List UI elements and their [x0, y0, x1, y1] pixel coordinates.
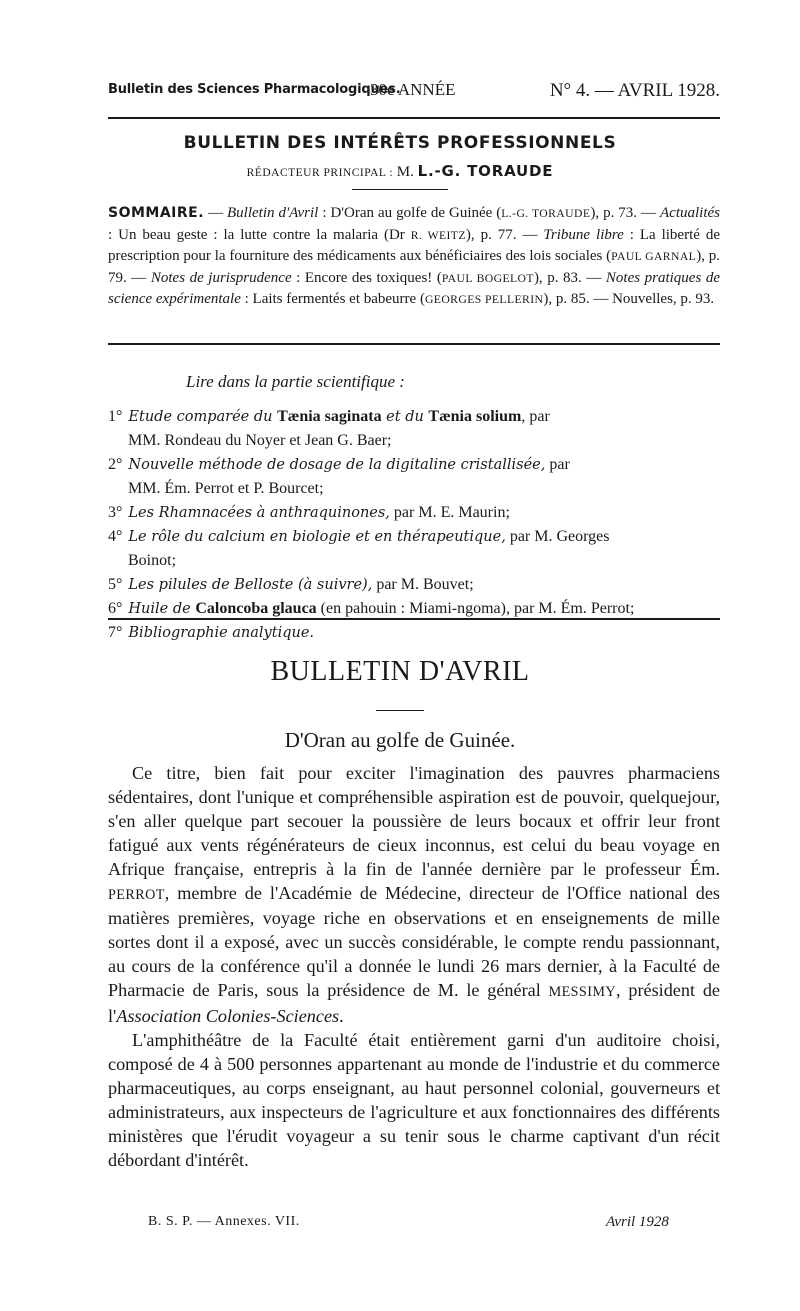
item-number: 6° [108, 600, 123, 617]
item-author: par M. Georges [505, 528, 610, 545]
summary-rubric: Actualités [660, 205, 721, 221]
summary-author: GEORGES PELLERIN [424, 293, 544, 306]
journal-name: Bulletin des Sciences Pharmacologiques. [108, 82, 401, 97]
section-divider [108, 343, 720, 345]
item-species: Caloncoba glauca [195, 600, 317, 617]
summary-text: ), p. 77. — [465, 226, 544, 243]
article-title: D'Oran au golfe de Guinée. [284, 728, 516, 752]
summary-author: L.-G. TORAUDE [501, 207, 591, 220]
editor-name: L.-G. TORAUDE [417, 162, 554, 180]
running-header [108, 80, 720, 106]
summary [108, 203, 720, 311]
summary-text: : Encore des toxiques! ( [291, 269, 442, 286]
item-number: 5° [108, 576, 123, 593]
item-title: Les Rhamnacées à anthraquinones, [128, 505, 390, 521]
summary-text: ), p. 79. — [108, 248, 721, 286]
item-number: 3° [108, 504, 123, 521]
summary-text: : D'Oran au golfe de Guinée ( [318, 205, 502, 221]
item-title: et du [381, 409, 429, 425]
section-divider [108, 618, 720, 620]
item-author-line: MM. Ém. Perrot et P. Bourcet; [128, 480, 324, 497]
item-author-line: MM. Rondeau du Noyer et Jean G. Baer; [128, 432, 392, 449]
summary-rubric: Notes de jurisprudence [150, 269, 292, 286]
article-body [108, 762, 720, 1172]
issue-label: N° 4. — AVRIL 1928. [549, 80, 720, 101]
list-item [108, 405, 720, 453]
paragraph-text: . [339, 1006, 344, 1027]
paragraph-text: , membre de l'Académie de Médecine, directeur de l'Office national des matières premières, voyage riche en observations et en enseignements de mille sortes dont il a exposé, avec un succès considérable, le compte rendu passionnant, au cours de la conférence qu'il a donnée le lundi 26 mars dernier, à la Faculté de Pharmacie de Paris, sous la présidence de M. le général [108, 882, 720, 1001]
list-item [108, 501, 720, 525]
summary-text: : La liberté de prescription pour la fourniture des médicaments aux bénéficiaires des lois sociales ( [108, 226, 721, 264]
editor-line [0, 162, 800, 181]
editor-label: RÉDACTEUR PRINCIPAL : [246, 167, 394, 179]
item-species: Tænia saginata [277, 408, 382, 425]
list-item [108, 525, 720, 573]
item-number: 7° [108, 624, 123, 641]
paragraph-text: , président de l' [108, 980, 720, 1027]
item-author: (en pahouin : Miami-ngoma), par M. Ém. Perrot; [316, 600, 635, 617]
person-name: PERROT [108, 886, 165, 903]
item-author-line: Boinot; [128, 552, 177, 569]
summary-text: ), p. 83. — [533, 269, 606, 286]
summary-author: PAUL BOGELOT [441, 271, 534, 285]
summary-rubric: Bulletin d'Avril [227, 205, 319, 221]
summary-lead: SOMMAIRE. [108, 205, 205, 221]
title-short-rule [376, 710, 424, 711]
footer-signature: B. S. P. — Annexes. VII. [148, 1214, 300, 1229]
item-title: Nouvelle méthode de dosage de la digitaline cristallisée, [128, 457, 546, 473]
paragraph: L'amphithéâtre de la Faculté était entièrement garni d'un auditoire choisi, composé de 4 à 500 personnes appartenant au monde de l'industrie et du commerce pharmaceutiques, au corps enseignant, au haut personnel colonial, gouverneurs et administrateurs, aux inspecteurs de l'agriculture et aux fonctionnaires des différents ministères que l'érudit voyageur a su tenir sous le charme captivant d'un récit débordant d'intérêt. [108, 1029, 720, 1170]
item-title: Bibliographie analytique. [128, 625, 315, 641]
header-rule [108, 117, 720, 119]
person-name: MESSIMY [548, 984, 617, 1001]
item-title: Le rôle du calcium en biologie et en thérapeutique, [128, 529, 506, 545]
item-author: par M. Bouvet; [372, 576, 474, 593]
scientific-contents-list [108, 405, 720, 645]
summary-text: ), p. 73. — [590, 205, 661, 221]
summary-author: R. WEITZ [410, 228, 466, 242]
item-title: Etude comparée du [128, 409, 278, 425]
list-item [108, 453, 720, 501]
list-item [108, 573, 720, 597]
summary-author: PAUL GARNAL [611, 250, 697, 263]
item-number: 2° [108, 456, 123, 473]
list-item [108, 621, 720, 645]
item-author: par M. E. Maurin; [389, 504, 510, 521]
title-short-rule [352, 189, 448, 190]
item-author: par [545, 456, 570, 473]
year-label: 30e ANNÉE [370, 80, 456, 99]
summary-rubric: Tribune libre [543, 226, 624, 243]
item-title: Les pilules de Belloste (à suivre), [128, 577, 373, 593]
summary-rubric: Notes pratiques de science expérimentale [108, 269, 721, 307]
paragraph [108, 762, 720, 1029]
paragraph-text: Ce titre, bien fait pour exciter l'imagination des pauvres pharmaciens sédentaires, dont l'unique et compréhensible aspiration est de pouvoir, quelquejour, s'en aller quelque part secouer la poussière de leurs bocaux et offrir leur front fatigué aux vents régénérateurs de cieux inconnus, est celui du beau voyage en Afrique française, entrepris à la fin de l'année dernière par le professeur Ém. [108, 763, 720, 879]
summary-text: — [204, 205, 228, 221]
item-number: 1° [108, 408, 123, 425]
item-author: , par [521, 408, 550, 425]
editor-initial: M. [396, 164, 414, 180]
organization-name: Association Colonies-Sciences [116, 1006, 340, 1027]
item-title: Huile de [128, 601, 196, 617]
section-title: BULLETIN DES INTÉRÊTS PROFESSIONNELS [183, 133, 617, 153]
scientific-part-heading: Lire dans la partie scientifique : [186, 372, 405, 391]
summary-text: ), p. 85. — Nouvelles, p. 93. [543, 291, 715, 307]
summary-text: : Un beau geste : la lutte contre la malaria (Dr [108, 226, 411, 243]
item-number: 4° [108, 528, 123, 545]
summary-text: : Laits fermentés et babeurre ( [240, 291, 425, 307]
footer-date: Avril 1928 [606, 1214, 669, 1230]
item-species: Tænia solium [428, 408, 522, 425]
bulletin-title: BULLETIN D'AVRIL [270, 656, 530, 687]
